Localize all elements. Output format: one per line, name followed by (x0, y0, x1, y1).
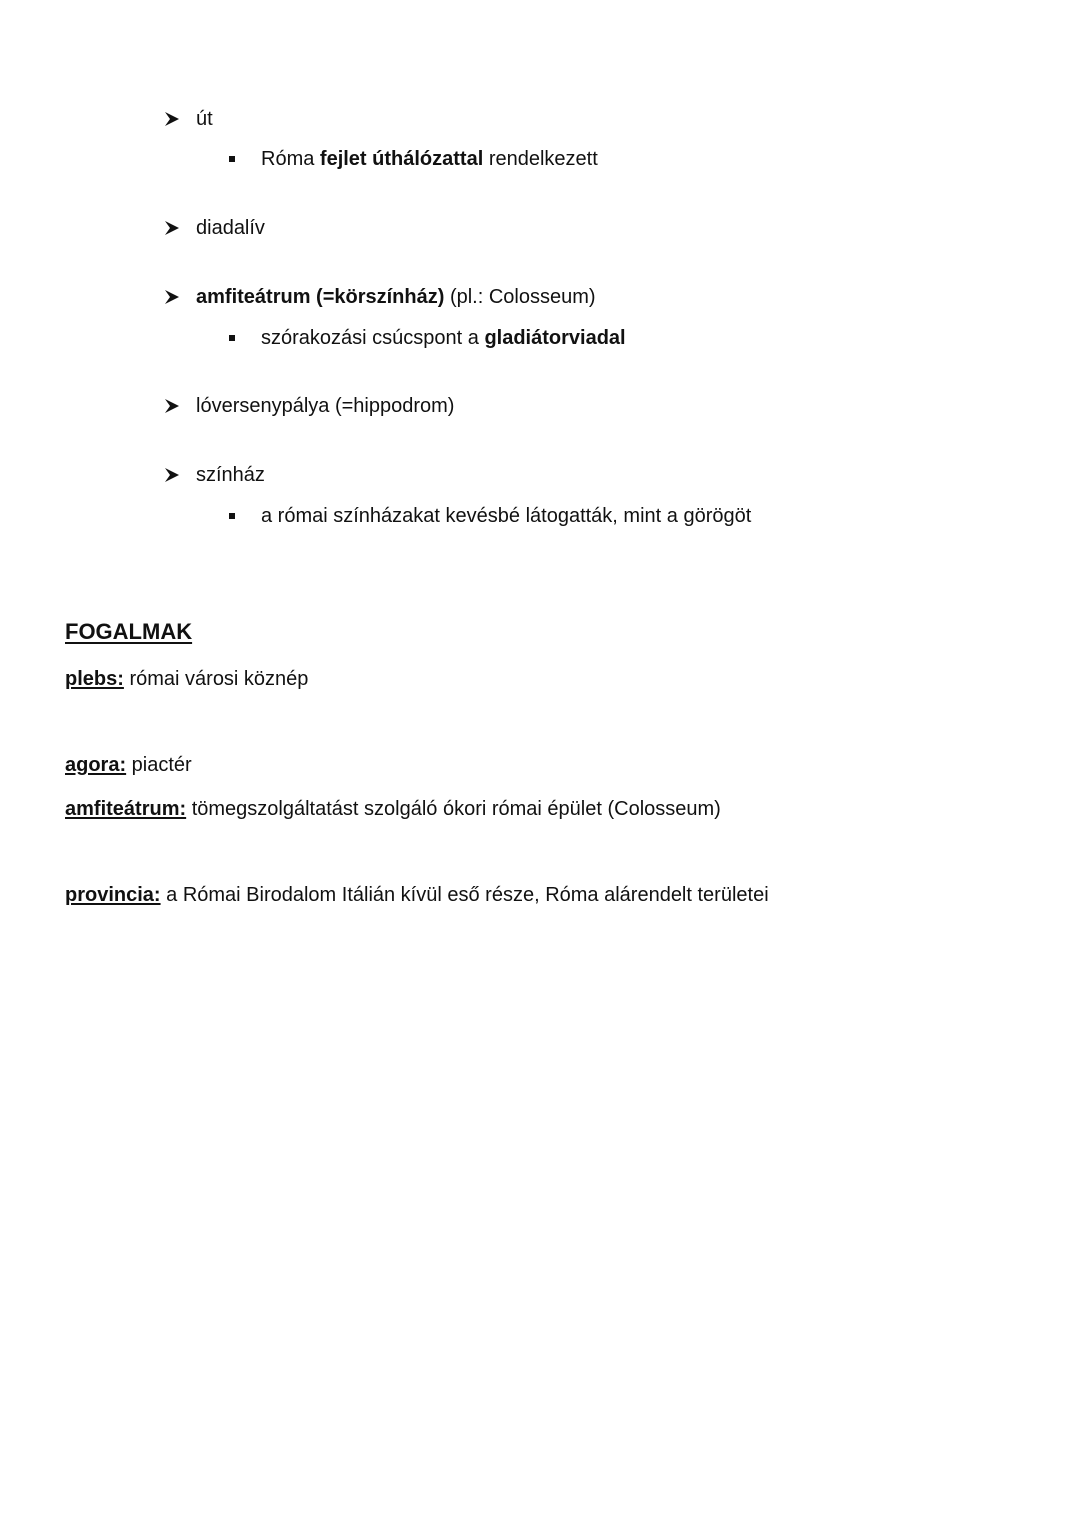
glossary-item-provincia (65, 883, 769, 907)
sub-item-bold-text: gladiátorviadal (484, 327, 626, 349)
arrow-bullet-icon (164, 394, 180, 418)
glossary-term: agora: (65, 754, 127, 776)
sub-item-text: szórakozási csúcspont a (261, 327, 485, 349)
list-item-loversenypalya (196, 394, 454, 418)
list-item-szinhaz (196, 463, 265, 487)
glossary-definition: piactér (126, 754, 192, 776)
sub-item-gladiator (261, 326, 626, 350)
list-item-amfiteatrum (196, 285, 596, 309)
arrow-bullet-icon (164, 285, 180, 309)
list-item-text: út (196, 108, 213, 130)
list-item-diadaliv (196, 216, 265, 240)
list-item-text: lóversenypálya (=hippodrom) (196, 395, 455, 417)
sub-item-text: a római színházakat kevésbé látogatták, mint a görögöt (261, 505, 752, 527)
glossary-definition: a Római Birodalom Itálián kívül eső része, Róma alárendelt területei (160, 884, 769, 906)
glossary-definition: tömegszolgáltatást szolgáló ókori római épület (Colosseum) (186, 798, 721, 820)
square-bullet-icon (229, 513, 235, 519)
glossary-heading: FOGALMAK (65, 619, 193, 644)
arrow-bullet-icon (164, 216, 180, 240)
glossary-term: amfiteátrum: (65, 798, 187, 820)
square-bullet-icon (229, 156, 235, 162)
glossary-item-plebs (65, 667, 308, 691)
arrow-bullet-icon (164, 463, 180, 487)
list-item-ut (196, 107, 213, 131)
list-item-text: diadalív (196, 217, 265, 239)
glossary-definition: római városi köznép (123, 668, 309, 690)
glossary-term: plebs: (65, 668, 124, 690)
sub-item-szinhaz (261, 504, 751, 528)
sub-item-text: rendelkezett (483, 148, 598, 170)
list-item-bold-text: amfiteátrum (=körszínház) (196, 286, 445, 308)
square-bullet-icon (229, 335, 235, 341)
glossary-item-amfiteatrum (65, 797, 721, 821)
glossary-term: provincia: (65, 884, 161, 906)
sub-item-ut-network (261, 147, 598, 171)
list-item-text: színház (196, 464, 265, 486)
sub-item-text: Róma (261, 148, 320, 170)
sub-item-bold-text: fejlet úthálózattal (319, 148, 484, 170)
arrow-bullet-icon (164, 107, 180, 131)
list-item-text: (pl.: Colosseum) (444, 286, 596, 308)
glossary-item-agora (65, 753, 192, 777)
